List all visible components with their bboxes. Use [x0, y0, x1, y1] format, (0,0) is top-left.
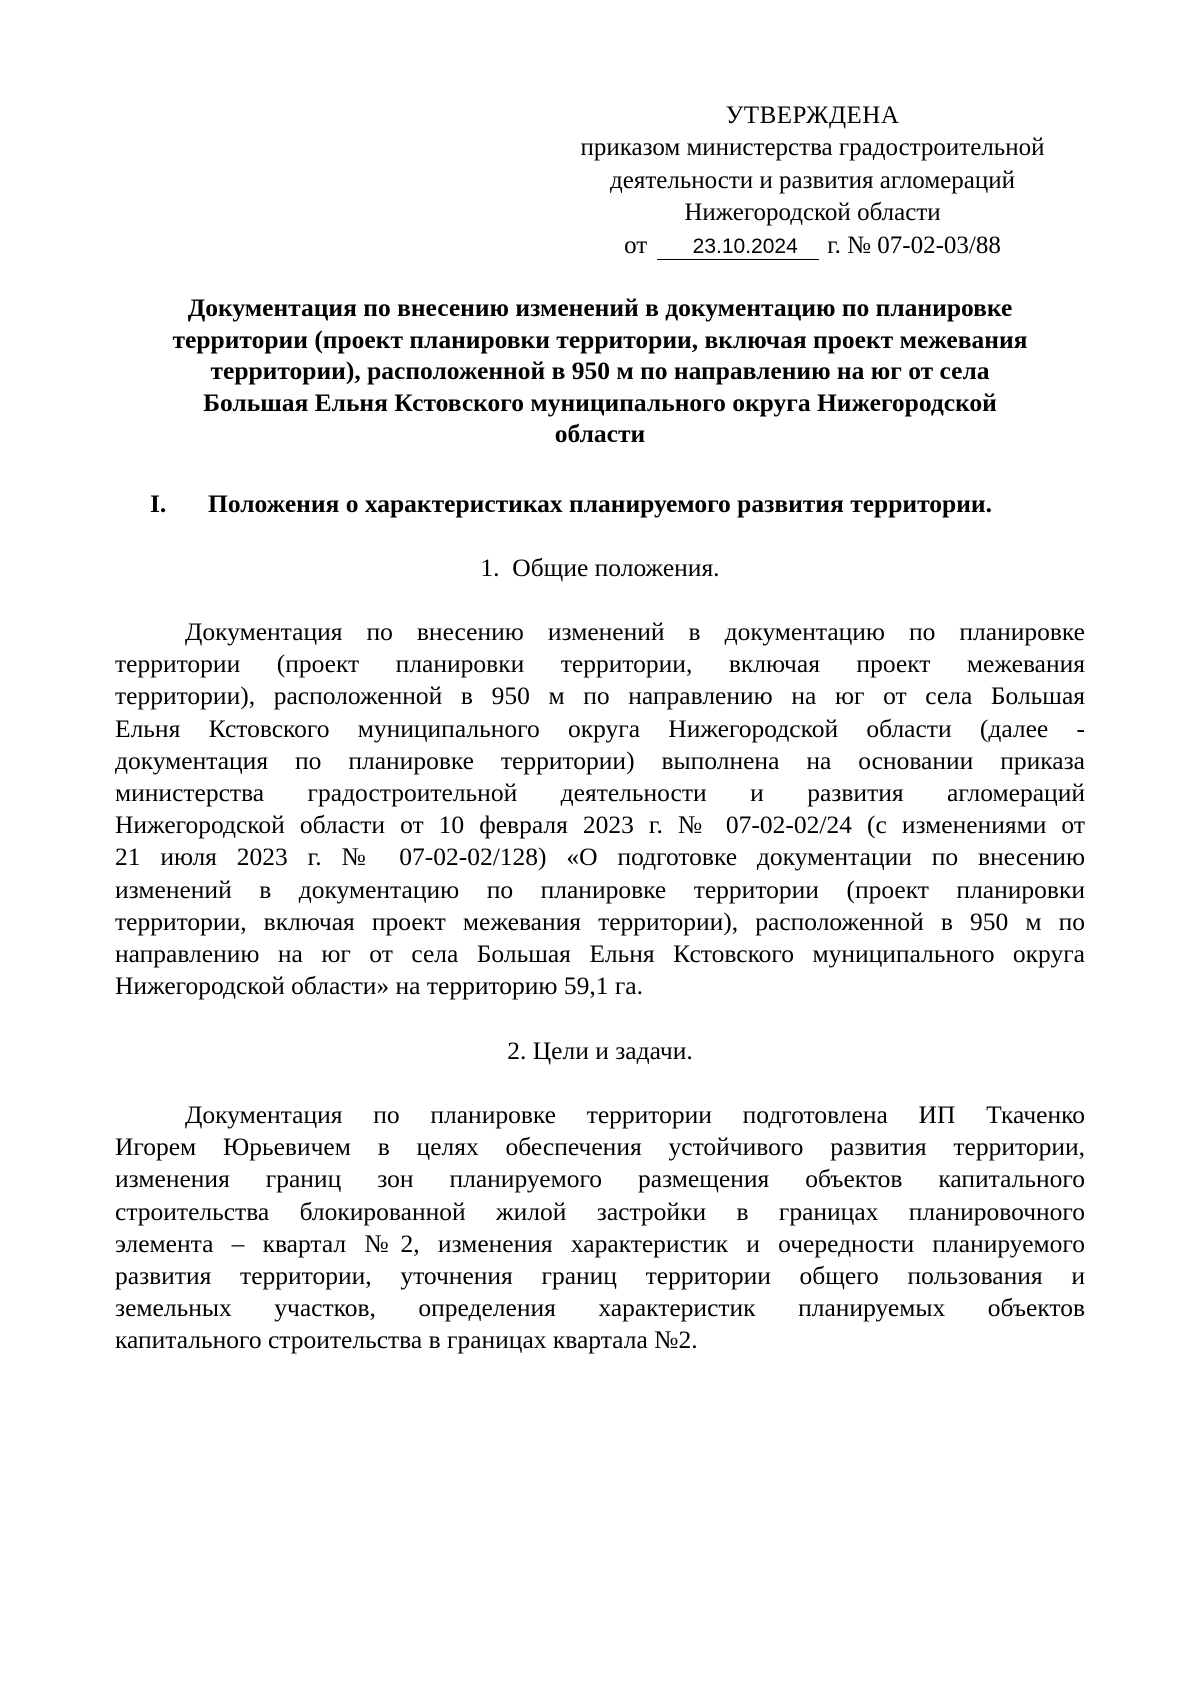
approval-date-line: [540, 230, 1085, 262]
order-number: г. № 07-02-03/88: [827, 231, 1001, 259]
subsection-heading-general: [115, 552, 1085, 584]
paragraph-line: Игорем Юрьевичем в целях обеспечения устойчивого развития территории,: [115, 1132, 1085, 1162]
paragraph-line: строительства блокированной жилой застройки в границах планировочного: [115, 1196, 1085, 1226]
paragraph-line: территории (проект планировки территории, включая проект межевания: [115, 649, 1085, 679]
document-title: [115, 292, 1085, 450]
paragraph-line: Документация по внесению изменений в документацию по планировке: [185, 617, 1085, 646]
paragraph-line: министерства градостроительной деятельности и развития агломераций: [115, 777, 1085, 807]
paragraph-general-provisions: [115, 616, 1085, 1002]
subsection-number: 1.: [480, 553, 500, 582]
paragraph-line: Документация по планировке территории подготовлена ИП Ткаченко: [185, 1100, 1085, 1129]
approval-date: 23.10.2024: [657, 235, 819, 260]
section-number: I.: [150, 489, 167, 518]
paragraph-line: изменения границ зон планируемого размещения объектов капитального: [115, 1164, 1085, 1194]
paragraph-line: 21 июля 2023 г. № 07-02-02/128) «О подготовке документации по внесению: [115, 842, 1085, 872]
paragraph-line: Нижегородской области от 10 февраля 2023 г. № 07-02-02/24 (с изменениями от: [115, 810, 1085, 840]
title-line: Большая Ельня Кстовского муниципального округа Нижегородской: [203, 387, 997, 417]
paragraph-line: Ельня Кстовского муниципального округа Нижегородской области (далее -: [115, 713, 1085, 743]
paragraph-line: элемента – квартал №2, изменения характеристик и очередности планируемого: [115, 1228, 1085, 1258]
subsection-title: Общие положения.: [512, 553, 720, 582]
approval-line: приказом министерства градостроительной: [580, 134, 1045, 162]
section-title: Положения о характеристиках планируемого развития территории.: [208, 489, 992, 518]
paragraph-line: территории), расположенной в 950 м по направлению на юг от села Большая: [115, 681, 1085, 711]
title-line: территории), расположенной в 950 м по направлению на юг от села: [210, 356, 990, 385]
paragraph-line: направлению на юг от села Большая Ельня Кстовского муниципального округа: [115, 938, 1085, 968]
approval-line: деятельности и развития агломераций: [610, 166, 1015, 194]
title-line: Документация по внесению изменений в документацию по планировке: [187, 293, 1013, 322]
paragraph-line: Нижегородской области» на территорию 59,1 га.: [115, 971, 644, 1001]
title-line: области: [554, 419, 646, 448]
subsection-heading-goals: 2. Цели и задачи.: [507, 1036, 693, 1065]
paragraph-line: документация по планировке территории) выполнена на основании приказа: [115, 745, 1085, 775]
paragraph-goals: [115, 1099, 1085, 1357]
approval-block: [540, 100, 1085, 262]
title-line: территории (проект планировки территории, включая проект межевания: [172, 324, 1028, 354]
paragraph-line: развития территории, уточнения границ территории общего пользования и: [115, 1260, 1085, 1290]
paragraph-line: капитального строительства в границах квартала №2.: [115, 1325, 698, 1355]
paragraph-line: земельных участков, определения характеристик планируемых объектов: [115, 1293, 1085, 1323]
paragraph-line: территории, включая проект межевания территории), расположенной в 950 м по: [115, 906, 1085, 936]
approval-title: УТВЕРЖДЕНА: [725, 102, 900, 129]
date-prefix: от: [624, 231, 648, 259]
section-heading: [150, 488, 1100, 520]
paragraph-line: изменений в документацию по планировке территории (проект планировки: [115, 874, 1085, 904]
approval-line: Нижегородской области: [684, 199, 941, 227]
